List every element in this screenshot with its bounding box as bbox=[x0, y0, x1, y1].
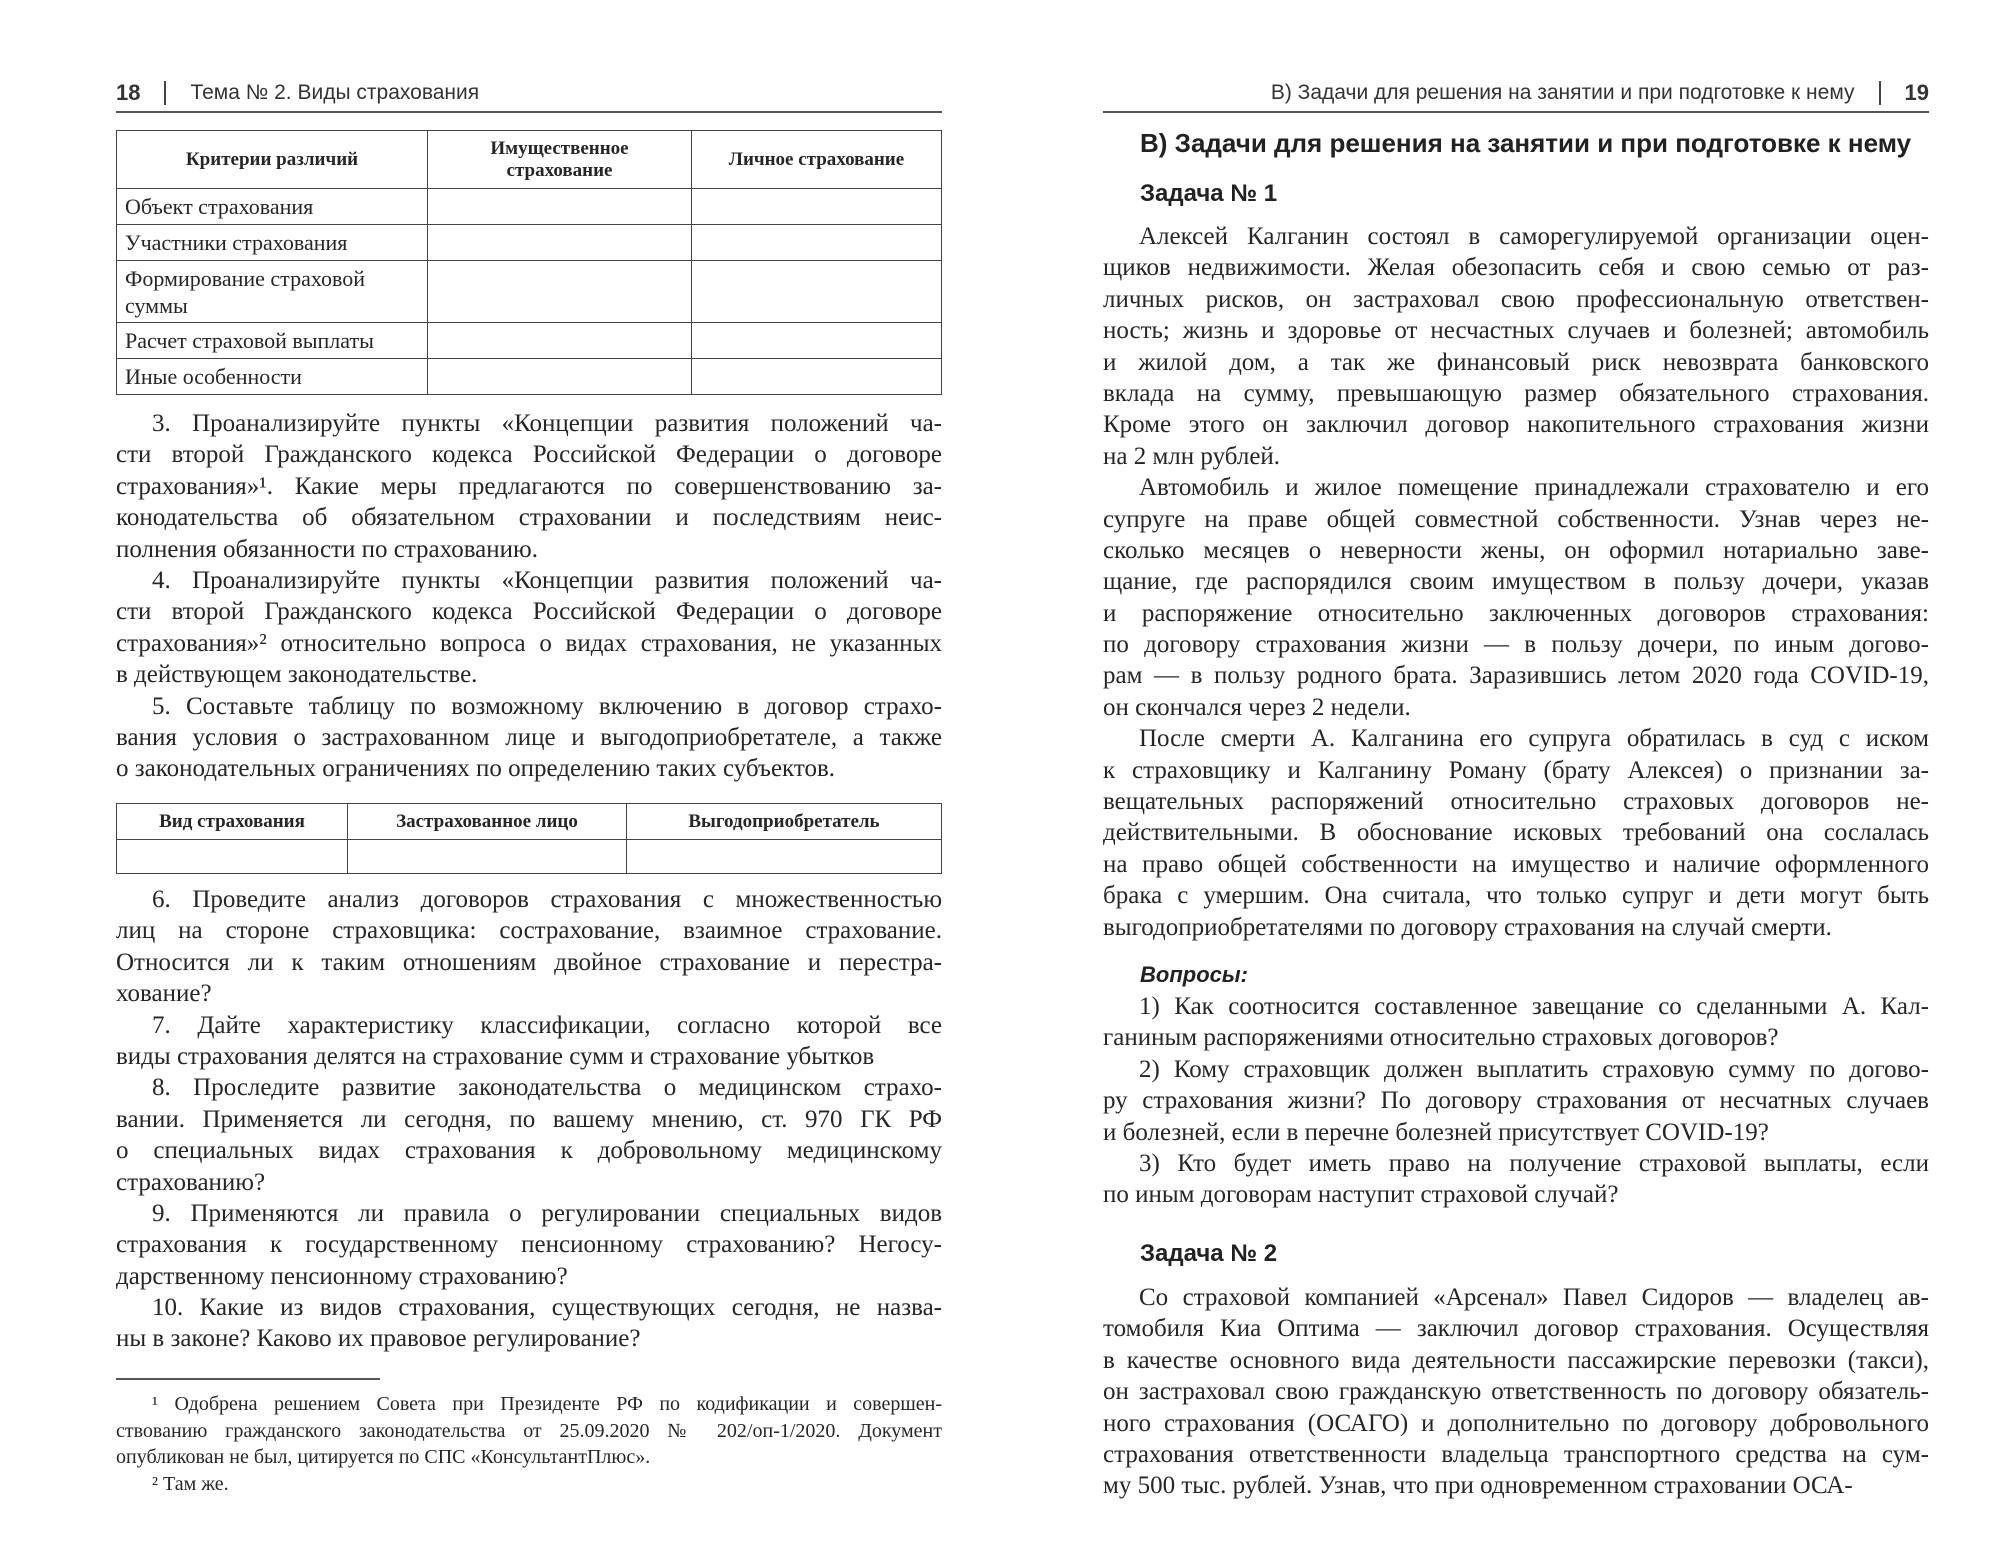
text-line: и болезней, если в перечне болезней присутствует COVID-19? bbox=[1103, 1118, 1769, 1146]
table-row bbox=[117, 359, 942, 395]
text-line: щиков недвижимости. Желая обезопасить себя и свою семью от раз- bbox=[1103, 254, 1929, 282]
text-line: вклада на сумму, превышающую размер обязательного страхования. bbox=[1103, 379, 1929, 407]
paragraph bbox=[116, 1292, 942, 1355]
table-header: Имущественное страхование bbox=[428, 131, 692, 189]
criteria-table bbox=[116, 130, 942, 395]
table-row bbox=[117, 225, 942, 261]
paragraph bbox=[1103, 472, 1929, 723]
text-line: ствованию гражданского законодательства от 25.09.2020 № 202/оп-1/2020. Документ bbox=[116, 1419, 942, 1442]
text-line: и распоряжение относительно заключенных договоров страхования: bbox=[1103, 599, 1929, 627]
text-line: страхования ответственности владельца транспортного средства на сум- bbox=[1103, 1440, 1929, 1468]
running-title: Тема № 2. Виды страхования bbox=[190, 81, 480, 104]
paragraph bbox=[116, 1072, 942, 1198]
row-label: Участники страхования bbox=[117, 225, 428, 261]
paragraph bbox=[1103, 1148, 1929, 1211]
text-line: рам — в пользу родного брата. Заразившись летом 2020 года COVID-19, bbox=[1103, 662, 1929, 690]
text-line: ганиным распоряжениями относительно страховых договоров? bbox=[1103, 1024, 1779, 1052]
text-line: опубликован не был, цитируется по СПС «КонсультантПлюс». bbox=[116, 1446, 651, 1468]
table-header: Вид страхования bbox=[117, 804, 348, 840]
text-line: о законодательных ограничениях по определению таких субъектов. bbox=[116, 755, 836, 783]
table-header: Застрахованное лицо bbox=[348, 804, 627, 840]
table-header: Личное страхование bbox=[692, 131, 942, 189]
header-rule bbox=[1103, 111, 1929, 113]
header-divider bbox=[164, 81, 166, 105]
text-line: ² Там же. bbox=[152, 1472, 229, 1495]
table-row bbox=[117, 261, 942, 323]
text-line: выгодоприобретателями по договору страхования на случай смерти. bbox=[1103, 913, 1832, 941]
running-header-left bbox=[116, 76, 479, 110]
text-line: личных рисков, он застраховал свою профессиональную ответствен- bbox=[1103, 285, 1929, 313]
task-1-questions bbox=[1103, 991, 1929, 1211]
task-1-title: Задача № 1 bbox=[1140, 180, 1278, 207]
paragraph bbox=[116, 1391, 942, 1471]
text-line: конодательства об обязательном страховании и последствиям неис- bbox=[116, 504, 942, 532]
paragraph bbox=[116, 691, 942, 785]
text-line: Алексей Калганин состоял в саморегулируемой организации оцен- bbox=[1139, 223, 1929, 250]
text-line: он скончался через 2 недели. bbox=[1103, 693, 1411, 721]
text-line: Со страховой компанией «Арсенал» Павел Сидоров — владелец ав- bbox=[1139, 1284, 1929, 1311]
text-line: 3. Проанализируйте пункты «Концепции развития положений ча- bbox=[152, 410, 942, 437]
text-line: по иным договорам наступит страховой случай? bbox=[1103, 1181, 1619, 1209]
text-line: ны в законе? Каково их правовое регулирование? bbox=[116, 1325, 641, 1353]
text-line: 6. Проведите анализ договоров страхования с множественностью bbox=[152, 886, 942, 913]
table-header: Выгодоприобретатель bbox=[627, 804, 942, 840]
text-line: ность; жизнь и здоровье от несчастных случаев и болезней; автомобиль bbox=[1103, 317, 1929, 345]
text-line: вещательных распоряжений относительно страховых договоров не- bbox=[1103, 788, 1929, 816]
running-header-right bbox=[1271, 76, 1929, 110]
text-line: страхованию? bbox=[116, 1168, 266, 1196]
table-row bbox=[117, 189, 942, 225]
text-line: ру страхования жизни? По договору страхования от несчатных случаев bbox=[1103, 1087, 1929, 1115]
text-line: После смерти А. Калганина его супруга обратилась в суд с иском bbox=[1139, 725, 1929, 753]
text-line: ¹ Одобрена решением Совета при Президенте РФ по кодификации и совершен- bbox=[152, 1393, 942, 1415]
text-line: лиц на стороне страховщика: сострахование, взаимное страхование. bbox=[116, 917, 942, 945]
text-line: 4. Проанализируйте пункты «Концепции развития положений ча- bbox=[152, 566, 942, 594]
beneficiary-table bbox=[116, 803, 942, 874]
table-row bbox=[117, 840, 942, 874]
page-number: 19 bbox=[1904, 80, 1929, 105]
text-line: 9. Применяются ли правила о регулировании специальных видов bbox=[152, 1199, 942, 1227]
paragraph bbox=[1103, 991, 1929, 1054]
footnotes bbox=[116, 1391, 942, 1497]
exercise-list-b bbox=[116, 884, 942, 1355]
text-line: сти второй Гражданского кодекса Российской Федерации о договоре bbox=[116, 598, 942, 626]
paragraph bbox=[1103, 221, 1929, 472]
text-line: сти второй Гражданского кодекса Российской Федерации о договоре bbox=[116, 441, 942, 469]
text-line: 1) Как соотносится составленное завещание со сделанными А. Кал- bbox=[1139, 993, 1929, 1020]
running-title: В) Задачи для решения на занятии и при подготовке к нему bbox=[1270, 81, 1855, 104]
paragraph bbox=[116, 884, 942, 1010]
text-line: му 500 тыс. рублей. Узнав, что при одновременном страховании ОСА- bbox=[1103, 1472, 1853, 1500]
text-line: на право общей собственности на имущество и наличие оформленного bbox=[1103, 850, 1929, 878]
paragraph bbox=[116, 1010, 942, 1073]
table-row bbox=[117, 323, 942, 359]
paragraph bbox=[1103, 1282, 1929, 1502]
text-line: ного страхования (ОСАГО) и дополнительно по договору добровольного bbox=[1103, 1409, 1929, 1437]
paragraph bbox=[1103, 1054, 1929, 1148]
paragraph bbox=[116, 565, 942, 691]
row-label: Расчет страховой выплаты bbox=[117, 323, 428, 359]
header-rule bbox=[116, 111, 942, 113]
text-line: 2) Кому страховщик должен выплатить страховую сумму по догово- bbox=[1139, 1055, 1929, 1083]
text-line: 7. Дайте характеристику классификации, согласно которой все bbox=[152, 1011, 942, 1039]
text-line: брака с умершим. Она считала, что только супруг и дети могут быть bbox=[1103, 882, 1929, 910]
task-1-text bbox=[1103, 221, 1929, 943]
text-line: в действующем законодательстве. bbox=[116, 661, 478, 689]
task-2-title: Задача № 2 bbox=[1140, 1240, 1278, 1267]
text-line: Относится ли к таким отношениям двойное страхование и перестра- bbox=[116, 948, 942, 976]
paragraph bbox=[116, 1471, 942, 1498]
text-line: 5. Составьте таблицу по возможному включению в договор страхо- bbox=[152, 692, 942, 720]
paragraph bbox=[116, 1198, 942, 1292]
section-title: В) Задачи для решения на занятии и при подготовке к нему bbox=[1140, 128, 1912, 158]
header-divider bbox=[1879, 81, 1881, 105]
text-line: страхования к государственному пенсионному страхованию? Негосу- bbox=[116, 1231, 942, 1259]
row-label: Формирование страховой суммы bbox=[117, 261, 428, 323]
text-line: виды страхования делятся на страхование сумм и страхование убытков bbox=[116, 1042, 875, 1070]
text-line: и жилой дом, а так же финансовый риск невозврата банковского bbox=[1103, 348, 1929, 376]
paragraph bbox=[116, 408, 942, 565]
questions-title: Вопросы: bbox=[1140, 962, 1248, 987]
text-line: вания условия о застрахованном лице и выгодоприобретателе, а также bbox=[116, 723, 942, 751]
footnote-rule bbox=[116, 1378, 380, 1380]
text-line: на 2 млн рублей. bbox=[1103, 442, 1281, 470]
text-line: хование? bbox=[116, 980, 212, 1008]
text-line: к страховщику и Калганину Роману (брату Алексея) о признании за- bbox=[1103, 756, 1929, 784]
text-line: щание, где распорядился своим имуществом в пользу дочери, указав bbox=[1103, 568, 1929, 596]
text-line: 3) Кто будет иметь право на получение страховой выплаты, если bbox=[1139, 1149, 1929, 1177]
text-line: сколько месяцев о неверности жены, он оформил нотариально заве- bbox=[1103, 536, 1929, 564]
paragraph bbox=[1103, 723, 1929, 943]
text-line: Кроме этого он заключил договор накопительного страхования жизни bbox=[1103, 411, 1929, 439]
text-line: вании. Применяется ли сегодня, по вашему мнению, ст. 970 ГК РФ bbox=[116, 1105, 942, 1133]
task-2-text bbox=[1103, 1282, 1929, 1502]
text-line: он застраховал свою гражданскую ответственность по договору обязатель- bbox=[1103, 1378, 1929, 1406]
text-line: полнения обязанности по страхованию. bbox=[116, 535, 538, 563]
table-header: Критерии различий bbox=[117, 131, 428, 189]
text-line: страхования»¹. Какие меры предлагаются по совершенствованию за- bbox=[116, 472, 942, 500]
text-line: 10. Какие из видов страхования, существующих сегодня, не назва- bbox=[152, 1294, 942, 1322]
text-line: страхования»² относительно вопроса о видах страхования, не указанных bbox=[116, 629, 942, 657]
text-line: о специальных видах страхования к добровольному медицинскому bbox=[116, 1137, 942, 1165]
text-line: в качестве основного вида деятельности пассажирские перевозки (такси), bbox=[1103, 1346, 1929, 1374]
text-line: дарственному пенсионному страхованию? bbox=[116, 1262, 568, 1290]
text-line: Автомобиль и жилое помещение принадлежали страхователю и его bbox=[1139, 474, 1929, 502]
text-line: томобиля Киа Оптима — заключил договор страхования. Осуществляя bbox=[1103, 1315, 1929, 1343]
text-line: супруге на праве общей совместной собственности. Узнав через не- bbox=[1103, 505, 1929, 533]
page-number: 18 bbox=[116, 80, 141, 105]
row-label: Объект страхования bbox=[117, 189, 428, 225]
exercise-list-a bbox=[116, 408, 942, 785]
text-line: 8. Проследите развитие законодательства о медицинском страхо- bbox=[152, 1074, 942, 1102]
text-line: действительными. В обоснование исковых требований она сослалась bbox=[1103, 819, 1929, 847]
text-line: по договору страхования жизни — в пользу дочери, по иным догово- bbox=[1103, 631, 1929, 659]
row-label: Иные особенности bbox=[117, 359, 428, 395]
